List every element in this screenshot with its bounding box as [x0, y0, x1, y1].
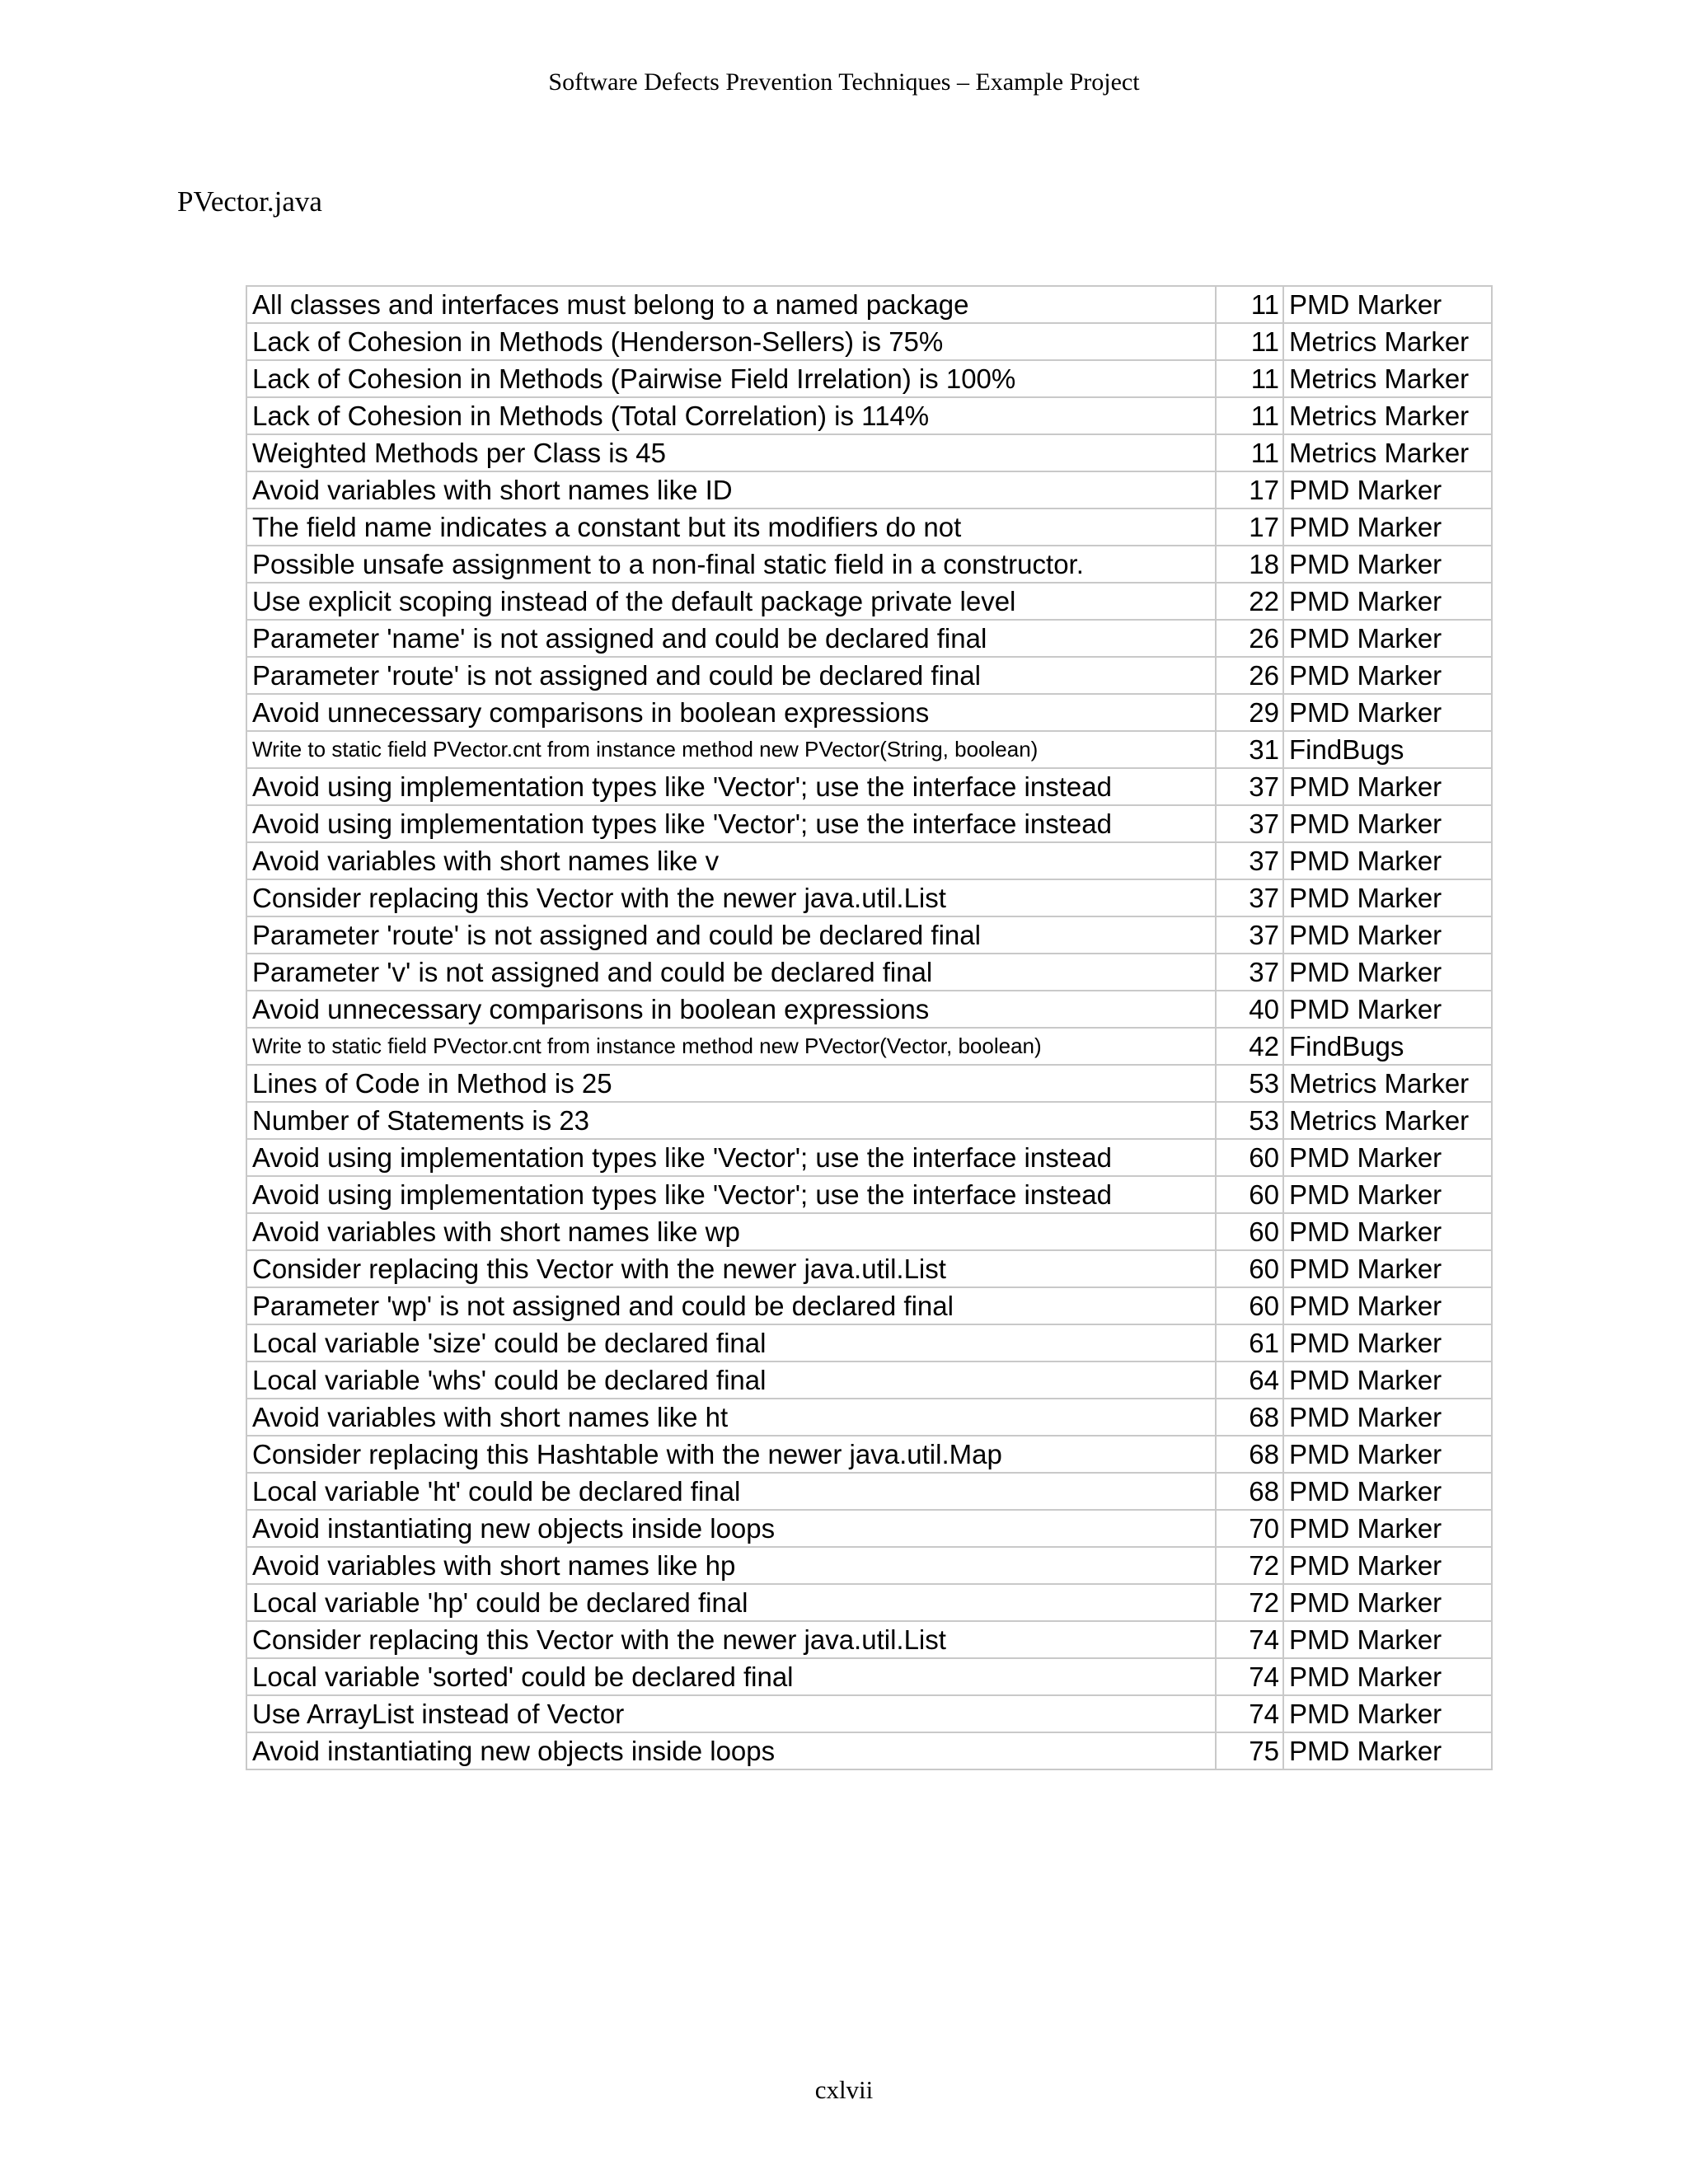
line-number-cell: 72 [1216, 1547, 1283, 1584]
defect-message-cell: Parameter 'wp' is not assigned and could be declared final [246, 1287, 1216, 1324]
defect-message-cell: Local variable 'sorted' could be declared final [246, 1658, 1216, 1695]
defect-message-cell: Avoid variables with short names like ID [246, 471, 1216, 509]
defect-message-cell: Lack of Cohesion in Methods (Henderson-Sellers) is 75% [246, 323, 1216, 360]
table-row [246, 546, 1492, 583]
defect-message-cell: Lack of Cohesion in Methods (Total Correlation) is 114% [246, 397, 1216, 434]
table-row [246, 954, 1492, 991]
table-row [246, 583, 1492, 620]
tool-cell: PMD Marker [1283, 1732, 1492, 1769]
defect-message-cell: Avoid using implementation types like 'Vector'; use the interface instead [246, 1139, 1216, 1176]
defect-message-cell: Avoid using implementation types like 'Vector'; use the interface instead [246, 768, 1216, 805]
line-number-cell: 70 [1216, 1510, 1283, 1547]
line-number-cell: 17 [1216, 471, 1283, 509]
line-number-cell: 26 [1216, 620, 1283, 657]
line-number-cell: 37 [1216, 768, 1283, 805]
table-row [246, 1287, 1492, 1324]
defect-message-cell: All classes and interfaces must belong to a named package [246, 286, 1216, 323]
tool-cell: PMD Marker [1283, 1361, 1492, 1399]
line-number-cell: 68 [1216, 1436, 1283, 1473]
defect-message-cell: Local variable 'ht' could be declared final [246, 1473, 1216, 1510]
tool-cell: PMD Marker [1283, 1621, 1492, 1658]
line-number-cell: 72 [1216, 1584, 1283, 1621]
line-number-cell: 60 [1216, 1213, 1283, 1250]
defect-message-cell: Possible unsafe assignment to a non-final static field in a constructor. [246, 546, 1216, 583]
table-row [246, 509, 1492, 546]
tool-cell: PMD Marker [1283, 1287, 1492, 1324]
tool-cell: PMD Marker [1283, 657, 1492, 694]
line-number-cell: 68 [1216, 1473, 1283, 1510]
line-number-cell: 68 [1216, 1399, 1283, 1436]
line-number-cell: 18 [1216, 546, 1283, 583]
line-number-cell: 53 [1216, 1065, 1283, 1102]
line-number-cell: 75 [1216, 1732, 1283, 1769]
line-number-cell: 11 [1216, 397, 1283, 434]
tool-cell: PMD Marker [1283, 546, 1492, 583]
tool-cell: Metrics Marker [1283, 1065, 1492, 1102]
line-number-cell: 37 [1216, 879, 1283, 916]
defect-message-cell: Avoid unnecessary comparisons in boolean expressions [246, 991, 1216, 1028]
tool-cell: PMD Marker [1283, 805, 1492, 842]
defect-message-cell: Consider replacing this Hashtable with the newer java.util.Map [246, 1436, 1216, 1473]
table-row [246, 1065, 1492, 1102]
line-number-cell: 37 [1216, 916, 1283, 954]
tool-cell: PMD Marker [1283, 694, 1492, 731]
tool-cell: PMD Marker [1283, 1584, 1492, 1621]
tool-cell: PMD Marker [1283, 1399, 1492, 1436]
line-number-cell: 42 [1216, 1028, 1283, 1065]
defects-table [246, 285, 1493, 1770]
line-number-cell: 11 [1216, 286, 1283, 323]
line-number-cell: 74 [1216, 1621, 1283, 1658]
table-row [246, 1213, 1492, 1250]
tool-cell: Metrics Marker [1283, 434, 1492, 471]
table-row [246, 1436, 1492, 1473]
defect-message-cell: Local variable 'size' could be declared final [246, 1324, 1216, 1361]
table-row [246, 768, 1492, 805]
line-number-cell: 31 [1216, 731, 1283, 768]
defect-message-cell: Local variable 'whs' could be declared final [246, 1361, 1216, 1399]
defect-message-cell: Avoid using implementation types like 'Vector'; use the interface instead [246, 1176, 1216, 1213]
table-row [246, 286, 1492, 323]
line-number-cell: 22 [1216, 583, 1283, 620]
tool-cell: PMD Marker [1283, 1436, 1492, 1473]
defects-table-body [246, 286, 1492, 1769]
table-row [246, 1547, 1492, 1584]
tool-cell: PMD Marker [1283, 1695, 1492, 1732]
tool-cell: PMD Marker [1283, 583, 1492, 620]
line-number-cell: 64 [1216, 1361, 1283, 1399]
defect-message-cell: Consider replacing this Vector with the newer java.util.List [246, 1250, 1216, 1287]
tool-cell: PMD Marker [1283, 1139, 1492, 1176]
page-number: cxlvii [814, 2075, 874, 2104]
defect-message-cell: Parameter 'route' is not assigned and could be declared final [246, 657, 1216, 694]
table-row [246, 1176, 1492, 1213]
line-number-cell: 61 [1216, 1324, 1283, 1361]
line-number-cell: 26 [1216, 657, 1283, 694]
defect-message-cell: Avoid using implementation types like 'Vector'; use the interface instead [246, 805, 1216, 842]
defect-message-cell: Parameter 'v' is not assigned and could be declared final [246, 954, 1216, 991]
tool-cell: PMD Marker [1283, 879, 1492, 916]
table-row [246, 657, 1492, 694]
table-row [246, 805, 1492, 842]
tool-cell: PMD Marker [1283, 916, 1492, 954]
line-number-cell: 40 [1216, 991, 1283, 1028]
tool-cell: PMD Marker [1283, 286, 1492, 323]
tool-cell: PMD Marker [1283, 768, 1492, 805]
table-row [246, 1584, 1492, 1621]
tool-cell: PMD Marker [1283, 842, 1492, 879]
table-row [246, 620, 1492, 657]
defect-message-cell: Avoid variables with short names like ht [246, 1399, 1216, 1436]
table-row [246, 694, 1492, 731]
defect-message-cell: Avoid instantiating new objects inside loops [246, 1732, 1216, 1769]
defect-message-cell: Avoid unnecessary comparisons in boolean expressions [246, 694, 1216, 731]
defect-message-cell: Avoid variables with short names like hp [246, 1547, 1216, 1584]
file-title: PVector.java [177, 185, 322, 218]
line-number-cell: 11 [1216, 434, 1283, 471]
defect-message-cell: Use ArrayList instead of Vector [246, 1695, 1216, 1732]
defect-message-cell: Lack of Cohesion in Methods (Pairwise Field Irrelation) is 100% [246, 360, 1216, 397]
table-row [246, 434, 1492, 471]
table-row [246, 916, 1492, 954]
line-number-cell: 60 [1216, 1250, 1283, 1287]
line-number-cell: 74 [1216, 1658, 1283, 1695]
table-row [246, 1510, 1492, 1547]
table-row [246, 842, 1492, 879]
defect-message-cell: Lines of Code in Method is 25 [246, 1065, 1216, 1102]
tool-cell: PMD Marker [1283, 620, 1492, 657]
table-row [246, 397, 1492, 434]
table-row [246, 1102, 1492, 1139]
table-row [246, 1139, 1492, 1176]
table-row [246, 1473, 1492, 1510]
tool-cell: PMD Marker [1283, 509, 1492, 546]
line-number-cell: 37 [1216, 954, 1283, 991]
tool-cell: PMD Marker [1283, 954, 1492, 991]
line-number-cell: 29 [1216, 694, 1283, 731]
defect-message-cell: Avoid variables with short names like wp [246, 1213, 1216, 1250]
line-number-cell: 53 [1216, 1102, 1283, 1139]
running-header: Software Defects Prevention Techniques – Example Project [548, 68, 1140, 96]
tool-cell: Metrics Marker [1283, 397, 1492, 434]
tool-cell: PMD Marker [1283, 1510, 1492, 1547]
line-number-cell: 11 [1216, 323, 1283, 360]
tool-cell: PMD Marker [1283, 1547, 1492, 1584]
line-number-cell: 60 [1216, 1287, 1283, 1324]
table-row [246, 360, 1492, 397]
line-number-cell: 60 [1216, 1139, 1283, 1176]
defect-message-cell: Parameter 'route' is not assigned and could be declared final [246, 916, 1216, 954]
table-row [246, 731, 1492, 768]
table-row [246, 1621, 1492, 1658]
tool-cell: PMD Marker [1283, 1176, 1492, 1213]
table-row [246, 879, 1492, 916]
defect-message-cell: Weighted Methods per Class is 45 [246, 434, 1216, 471]
tool-cell: Metrics Marker [1283, 1102, 1492, 1139]
defect-message-cell: Local variable 'hp' could be declared final [246, 1584, 1216, 1621]
defect-message-cell: Parameter 'name' is not assigned and could be declared final [246, 620, 1216, 657]
line-number-cell: 74 [1216, 1695, 1283, 1732]
defect-message-cell: Consider replacing this Vector with the newer java.util.List [246, 879, 1216, 916]
defect-message-cell: Write to static field PVector.cnt from instance method new PVector(Vector, boolean) [246, 1028, 1216, 1065]
tool-cell: PMD Marker [1283, 1213, 1492, 1250]
table-row [246, 1250, 1492, 1287]
defect-message-cell: Avoid variables with short names like v [246, 842, 1216, 879]
table-row [246, 1732, 1492, 1769]
line-number-cell: 37 [1216, 842, 1283, 879]
tool-cell: PMD Marker [1283, 1250, 1492, 1287]
table-row [246, 991, 1492, 1028]
table-row [246, 1324, 1492, 1361]
line-number-cell: 37 [1216, 805, 1283, 842]
table-row [246, 1399, 1492, 1436]
defect-message-cell: Consider replacing this Vector with the newer java.util.List [246, 1621, 1216, 1658]
tool-cell: Metrics Marker [1283, 323, 1492, 360]
tool-cell: PMD Marker [1283, 1658, 1492, 1695]
line-number-cell: 60 [1216, 1176, 1283, 1213]
table-row [246, 471, 1492, 509]
table-row [246, 1028, 1492, 1065]
tool-cell: PMD Marker [1283, 991, 1492, 1028]
table-row [246, 323, 1492, 360]
defect-message-cell: Avoid instantiating new objects inside loops [246, 1510, 1216, 1547]
line-number-cell: 11 [1216, 360, 1283, 397]
tool-cell: Metrics Marker [1283, 360, 1492, 397]
tool-cell: PMD Marker [1283, 1324, 1492, 1361]
defect-message-cell: Use explicit scoping instead of the default package private level [246, 583, 1216, 620]
table-row [246, 1695, 1492, 1732]
tool-cell: PMD Marker [1283, 471, 1492, 509]
table-row [246, 1361, 1492, 1399]
tool-cell: PMD Marker [1283, 1473, 1492, 1510]
defect-message-cell: Number of Statements is 23 [246, 1102, 1216, 1139]
line-number-cell: 17 [1216, 509, 1283, 546]
tool-cell: FindBugs [1283, 731, 1492, 768]
tool-cell: FindBugs [1283, 1028, 1492, 1065]
table-row [246, 1658, 1492, 1695]
defect-message-cell: Write to static field PVector.cnt from instance method new PVector(String, boolean) [246, 731, 1216, 768]
defect-message-cell: The field name indicates a constant but its modifiers do not [246, 509, 1216, 546]
